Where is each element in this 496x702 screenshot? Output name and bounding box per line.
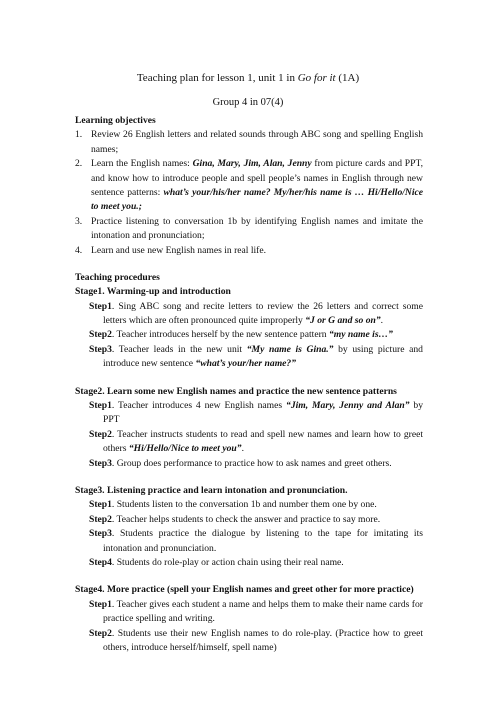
text-segment: “my name is…” [328,329,393,341]
step-label: Step2 [89,428,112,440]
stage-block [75,372,423,471]
objective-number: 4. [75,244,83,256]
text-segment: by PPT [103,400,423,426]
text-segment: from picture cards and PPT, and know how to introduce people and spell people’s names in English through new sentence patterns: [91,158,423,198]
text-segment: Warming-up and introduction [106,286,231,298]
title-prefix: Teaching plan for lesson 1, unit 1 in [136,72,298,84]
step-label: Step1 [89,400,112,412]
step-label: Step4 [89,556,112,568]
step-label: Step2 [89,329,112,341]
group-line: Group 4 in 07(4) [212,97,284,108]
title-suffix: (1A) [335,72,360,84]
text-segment: Learn some new English names and practice the new sentence patterns [106,385,397,397]
text-segment: . Students listen to the conversation 1b and number them one by one. [111,499,377,511]
objective-number: 1. [75,129,83,141]
objective-item [75,215,423,244]
objective-item [75,128,423,157]
text-segment: Learn the English names: [91,158,193,170]
text-segment: “J or G and so on” [305,315,381,327]
text-segment: . [102,286,107,298]
text-segment: Gina, Mary, Jim, Alan, Jenny [192,158,312,170]
stage-title [75,484,423,498]
text-segment: Learn and use new English names in real life. [91,244,267,256]
text-segment: . [102,385,107,397]
text-segment: Stage4. More practice (spell your English names and greet other for more practice) [75,584,414,596]
text-segment: . Teacher instructs students to read and spell new names and learn how to greet others [103,428,423,455]
text-segment: . Teacher helps students to check the answer and practice to say more. [111,513,381,525]
text-segment: “My name is Gina.” [246,343,334,355]
text-segment: by using picture and introduce new sentence [103,343,423,370]
text-segment: Review 26 English letters and related sounds through ABC song and spelling English names; [91,129,423,155]
text-segment: Stage3. Listening practice and learn intonation and pronunciation. [75,484,348,496]
text-segment: . Teacher introduces herself by the new sentence pattern [111,329,329,341]
text-segment: . [380,315,384,327]
stage-title [75,285,423,299]
step-item [75,399,423,428]
step-label: Step2 [89,513,112,525]
objective-number: 2. [75,158,83,170]
text-segment: . [241,443,244,455]
step-item [75,598,423,627]
step-item [75,513,423,527]
text-segment: . Teacher gives each student a name and helps them to make their name cards for practice spelling and writing. [103,598,423,625]
document-body [75,114,423,655]
step-item [75,527,423,556]
step-label: Step1 [89,499,112,511]
text-segment: . Students do role-play or action chain using their real name. [111,556,344,568]
text-segment: what’s your/his/her name? My/her/his name is … Hi/Hello/Nice to meet you.; [91,186,424,213]
objective-item [75,244,423,258]
procedures-heading: Teaching procedures [75,271,160,283]
stage-block [75,285,423,371]
text-segment: . Teacher introduces 4 new English names [111,400,287,412]
text-segment: “Hi/Hello/Nice to meet you” [128,443,242,455]
step-item [75,328,423,342]
objective-number: 3. [75,215,83,227]
stages-container [75,285,423,655]
text-segment: Practice listening to conversation 1b by identifying English names and imitate the intonation and pronunciation; [91,215,423,242]
text-segment: . Sing ABC song and recite letters to review the 26 letters and correct some letters which are often pronounced quite improperly [103,300,423,327]
step-label: Step2 [89,627,112,639]
text-segment: . Students use their new English names to do role-play. (Practice how to greet others, introduce herself/himself, spell name) [103,627,423,653]
step-item [75,498,423,512]
objectives-list [75,128,423,258]
step-item [75,556,423,570]
text-segment: . Students practice the dialogue by listening to the tape for imitating its intonation and pronunciation. [103,528,423,554]
text-segment: “Jim, Mary, Jenny and Alan” [286,400,410,412]
step-item [75,343,423,372]
step-item [75,627,423,656]
text-segment: “what’s your/her name?” [195,358,297,370]
step-label: Step3 [89,343,112,355]
document-title [0,70,496,87]
step-item [75,428,423,457]
step-label: Step1 [89,300,112,312]
objective-item [75,157,423,215]
stage-title [75,583,423,597]
stage-block [75,471,423,570]
title-book: Go for it [297,72,336,84]
text-segment: . Teacher leads in the new unit [111,343,247,355]
text-segment: Stage2 [75,385,103,397]
objectives-heading: Learning objectives [75,115,156,126]
text-segment: Stage1 [75,286,103,298]
step-label: Step1 [89,598,112,610]
step-label: Step3 [89,528,112,540]
text-segment: . Group does performance to practice how to ask names and greet others. [111,457,392,469]
step-label: Step3 [89,457,112,469]
step-item [75,457,423,471]
step-item [75,300,423,329]
stage-title [75,385,423,399]
stage-block [75,570,423,655]
